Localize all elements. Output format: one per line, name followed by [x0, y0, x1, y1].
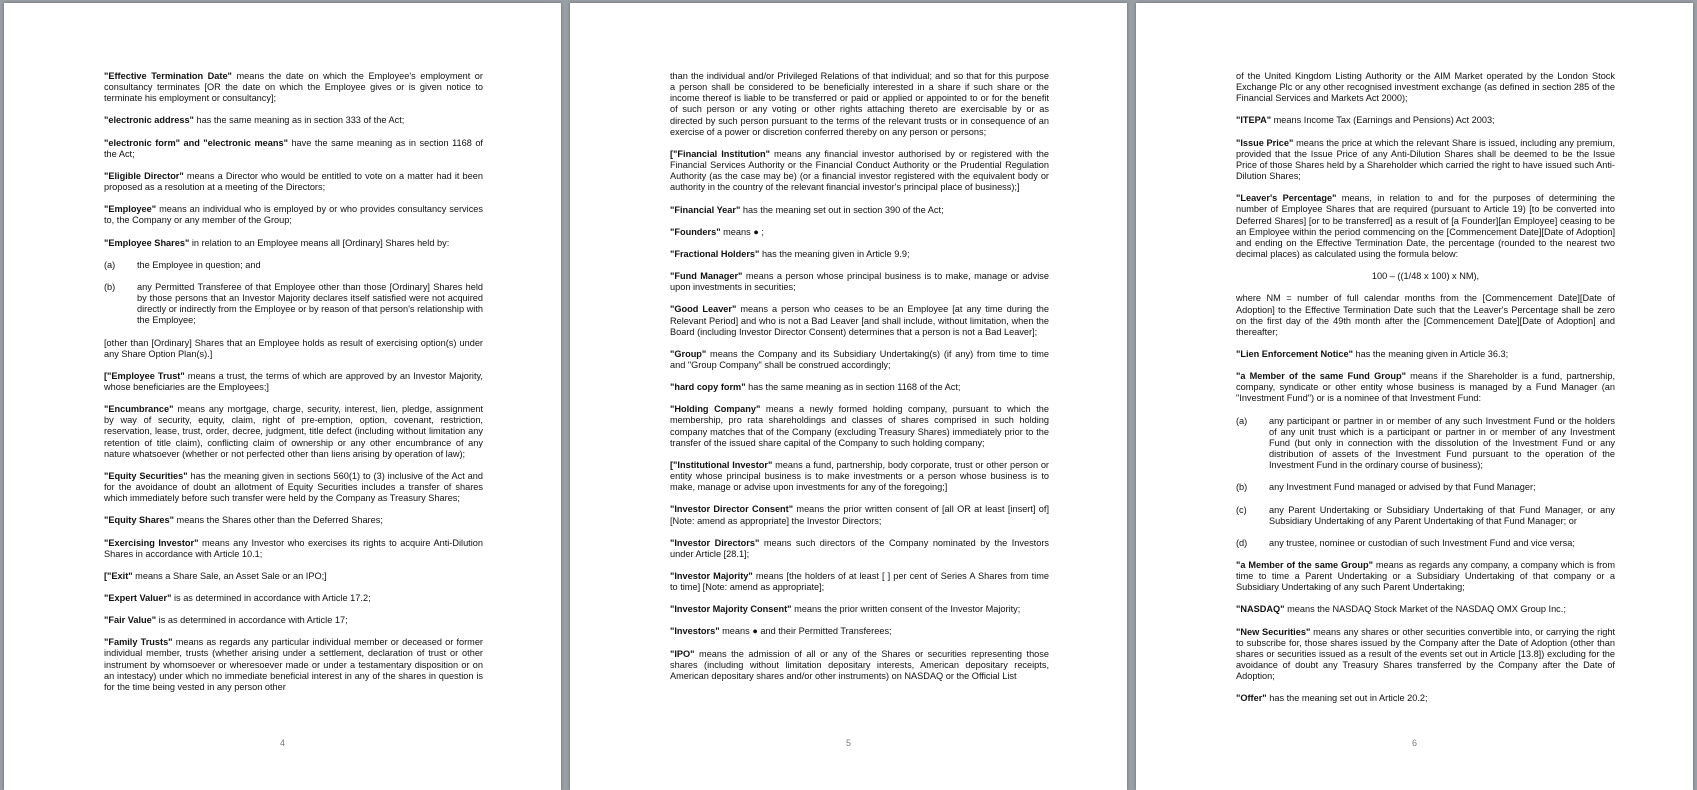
defined-term: "Expert Valuer": [104, 593, 172, 603]
definition-paragraph: [104, 171, 483, 193]
definition-text: means a trust, the terms of which are approved by an Investor Majority, whose beneficiaries are the Employees;]: [104, 370, 483, 392]
defined-term: ["Institutional Investor": [670, 459, 773, 470]
document-page-4: [4, 3, 561, 790]
definition-paragraph: [104, 204, 483, 226]
definition-text: is as determined in accordance with Article 17;: [156, 615, 348, 626]
definition-paragraph: [1236, 627, 1615, 683]
list-item-label: (b): [104, 281, 116, 292]
defined-term: "Investor Majority Consent": [670, 604, 792, 615]
definition-paragraph: [1236, 115, 1615, 126]
defined-term: ["Employee Trust": [104, 370, 185, 381]
defined-term: "Family Trusts": [104, 637, 173, 648]
defined-term: "IPO": [670, 648, 695, 659]
definition-text: means the price at which the relevant Share is issued, including any premium, provided that the Issue Price of any Anti-Dilution Shares shall be deemed to be the Issue Price of those Shares held by a Shareholder which carried the right to have issued such Anti-Dilution Shares;: [1236, 137, 1616, 182]
definition-text: means a Director who would be entitled to vote on a matter had it been proposed as a resolution at a meeting of the Directors;: [104, 170, 483, 193]
definition-text: means the Company and its Subsidiary Undertaking(s) (if any) from time to time and "Group Company" shall be construed accordingly;: [670, 348, 1049, 370]
definition-paragraph: [104, 115, 483, 126]
definition-text: means [the holders of at least [ ] per cent of Series A Shares from time to time] [Note: amend as appropriate];: [670, 571, 1049, 593]
definition-paragraph: [1236, 349, 1615, 360]
definition-text: means the date on which the Employee's employment or consultancy terminates [OR the date on which the Employee gives or is given notice to terminate his employment or consultancy];: [104, 71, 483, 104]
list-item-label: (c): [1236, 504, 1247, 515]
defined-term: "Investor Majority": [670, 571, 753, 581]
definition-text: means as regards any particular individual member or deceased or former individual member, trusts (whether arising under a settlement, declaration of trust or other instrument by whomsoever or wheresoever made or under a testamentary disposition or on an intestacy) under which no immediate beneficial interest in any of the shares in question is for the time being vested in any person other: [104, 637, 483, 692]
definition-text: is as determined in accordance with Article 17.2;: [171, 593, 371, 603]
defined-term: "Fractional Holders": [670, 248, 760, 259]
definition-text: means the NASDAQ Stock Market of the NASDAQ OMX Group Inc.;: [1284, 604, 1566, 615]
defined-term: "a Member of the same Group": [1236, 560, 1373, 570]
defined-term: "Fair Value": [104, 615, 157, 626]
definition-text: means any financial investor authorised by or registered with the Financial Services Authority or the Financial Conduct Authority or the Prudential Regulation Authority (as the case may be) (or a financial investor registered with the equivalent body or authority in the country of the relevant financial investor's principal place of business);]: [670, 148, 1049, 193]
definition-paragraph: [670, 571, 1049, 593]
list-item: [1236, 538, 1615, 549]
definition-text: have the same meaning as in section 1168 of the Act;: [104, 137, 483, 159]
defined-term: "electronic address": [104, 115, 194, 126]
defined-term: "electronic form" and "electronic means": [104, 137, 288, 148]
defined-term: "Founders": [670, 226, 721, 237]
definition-paragraph: [670, 382, 1049, 393]
defined-term: "Equity Shares": [104, 515, 174, 526]
list-item-text: the Employee in question; and: [137, 259, 261, 270]
definition-paragraph: [104, 471, 483, 504]
defined-term: ["Exit": [104, 570, 133, 581]
list-item: [104, 282, 483, 327]
definition-text: means any shares or other securities convertible into, or carrying the right to subscribe for, those shares issued by the Company after the Date of Adoption (other than shares or securities issued as a result of the events set out in Article [13.8]) excluding for the avoidance of doubt any Treasury Shares transferred by the Company after the Date of Adoption;: [1236, 626, 1616, 682]
defined-term: "Investors": [670, 626, 720, 637]
page-number: 5: [845, 738, 851, 748]
defined-term: "a Member of the same Fund Group": [1236, 371, 1406, 382]
defined-term: "Encumbrance": [104, 404, 174, 415]
definition-paragraph: [104, 538, 483, 560]
page-number: 4: [279, 738, 285, 748]
list-item: [1236, 482, 1615, 493]
defined-term: "Fund Manager": [670, 271, 743, 282]
definition-text: means as regards any company, a company which is from time to time a Parent Undertaking or a Subsidiary Undertaking of that company or a Subsidiary Undertaking of any such Parent Undertaking;: [1236, 560, 1615, 593]
definition-paragraph: [104, 138, 483, 160]
definition-text: means the Shares other than the Deferred Shares;: [173, 515, 383, 526]
definition-paragraph: [670, 304, 1049, 337]
text-paragraph: where NM = number of full calendar months from the [Commencement Date][Date of Adoption] to the Effective Termination Date such that the Leaver's Percentage shall be zero on the first day of the 49th month after the [Commencement Date][Date of Adoption] and thereafter;: [1236, 293, 1615, 337]
definition-paragraph: [670, 626, 1049, 637]
definition-text: means a fund, partnership, body corporate, trust or other person or entity whose principal business is to make investments or a person whose business is to make, manage or advise upon investments for any of the foregoing;]: [670, 459, 1049, 493]
definition-text: means Income Tax (Earnings and Pensions) Act 2003;: [1271, 115, 1495, 126]
definition-text: has the same meaning as in section 333 of the Act;: [193, 115, 405, 126]
definition-paragraph: [670, 227, 1049, 238]
definition-text: has the meaning given in Article 36.3;: [1352, 348, 1509, 359]
list-item-text: any trustee, nominee or custodian of such Investment Fund and vice versa;: [1269, 537, 1575, 548]
definition-paragraph: [104, 71, 483, 104]
definition-text: means a person whose principal business is to make, manage or advise upon investments in securities;: [670, 271, 1049, 293]
defined-term: "Employee Shares": [104, 237, 190, 248]
page-number: 6: [1411, 738, 1417, 748]
definition-text: means a person who ceases to be an Employee [at any time during the Relevant Period] and who is not a Bad Leaver [and shall include, without limitation, when the Board (including Investor Director Consent) determines that a person is not a Bad Leaver];: [670, 304, 1049, 337]
list-item-text: any Investment Fund managed or advised by that Fund Manager;: [1269, 482, 1536, 493]
list-item-text: any participant or partner in or member of any such Investment Fund or the holders of any unit trust which is a participant or partner in or member of any Investment Fund (but only in connection with the dissolution of the Investment Fund or any distribution of assets of the Investment Fund pursuant to the operation of the Investment Fund in the ordinary course of business);: [1269, 415, 1615, 471]
defined-term: "hard copy form": [670, 382, 746, 393]
text-paragraph: than the individual and/or Privileged Relations of that individual; and so that for this purpose a person shall be considered to be beneficially interested in a share if such share or the income thereof is liable to be transferred or paid or applied or appointed to or for the benefit of such person or any voting or other rights attaching thereto are exercisable by or as directed by such person pursuant to the terms of the relevant trusts or in consequence of an exercise of a power or discretion conferred thereby on any person or persons;: [670, 71, 1049, 137]
page-body: [1236, 71, 1615, 716]
defined-term: "NASDAQ": [1236, 604, 1285, 615]
defined-term: "Investor Directors": [670, 537, 760, 548]
defined-term: "Holding Company": [670, 404, 761, 415]
text-paragraph: of the United Kingdom Listing Authority or the AIM Market operated by the London Stock Exchange Plc or any other recognised investment exchange (as defined in section 285 of the Financial Services and Markets Act 2000);: [1236, 71, 1615, 104]
definition-paragraph: [104, 593, 483, 604]
definition-paragraph: [670, 249, 1049, 260]
list-item-label: (b): [1236, 482, 1248, 493]
definition-paragraph: [1236, 371, 1615, 404]
document-page-6: [1136, 3, 1693, 790]
definition-text: means the prior written consent of [all OR at least [insert] of] [Note: amend as appropriate] the Investor Directors;: [670, 504, 1050, 526]
defined-term: "Good Leaver": [670, 304, 737, 315]
list-item-text: any Parent Undertaking or Subsidiary Undertaking of that Fund Manager, or any Subsidiary Undertaking of any Parent Undertaking of that Fund Manager; or: [1269, 504, 1615, 526]
defined-term: "Group": [670, 348, 707, 359]
page-body: [104, 71, 483, 704]
definition-text: means an individual who is employed by or who provides consultancy services to, the Company or any member of the Group;: [104, 204, 483, 226]
defined-term: "Employee": [104, 204, 157, 215]
defined-term: ["Financial Institution": [670, 148, 770, 159]
defined-term: "Offer": [1236, 693, 1267, 704]
definition-text: has the meaning given in Article 9.9;: [759, 248, 910, 259]
definition-paragraph: [670, 604, 1049, 615]
definition-paragraph: [670, 271, 1049, 293]
text-paragraph: [other than [Ordinary] Shares that an Employee holds as result of exercising option(s) under any Share Option Plan(s).]: [104, 337, 483, 359]
definition-paragraph: [1236, 138, 1615, 183]
definition-text: means the prior written consent of the Investor Majority;: [791, 604, 1021, 615]
definition-text: has the meaning given in sections 560(1) to (3) inclusive of the Act and for the avoidance of doubt an allotment of Equity Securities includes a transfer of shares which immediately before such transfer were held by the Company as Treasury Shares;: [104, 470, 483, 504]
defined-term: "Effective Termination Date": [104, 71, 232, 81]
list-item: [104, 260, 483, 271]
defined-term: "Equity Securities": [104, 470, 188, 481]
definition-paragraph: [670, 460, 1049, 493]
list-item: [1236, 505, 1615, 527]
list-item-label: (a): [1236, 415, 1248, 426]
definition-text: means any mortgage, charge, security, interest, lien, pledge, assignment by way of security, equity, claim, right of pre-emption, option, covenant, restriction, reservation, lease, trust, order, decree, judgment, title defect (including without limitation any retention of title claim), conflicting claim of ownership or any other encumbrance of any nature whatsoever (whether or not perfected other than liens arising by operation of law);: [104, 404, 483, 459]
defined-term: "Lien Enforcement Notice": [1236, 348, 1353, 359]
definition-paragraph: [670, 504, 1049, 526]
definition-text: has the meaning set out in section 390 of the Act;: [740, 204, 944, 215]
defined-term: "Investor Director Consent": [670, 504, 794, 515]
definition-paragraph: [104, 404, 483, 460]
definition-text: in relation to an Employee means all [Ordinary] Shares held by:: [189, 237, 450, 248]
definition-text: means the admission of all or any of the Shares or securities representing those shares (including without limitation depositary interests, American depositary receipts, American depositary shares and/or other instruments) on NASDAQ or the Official List: [670, 648, 1049, 681]
definition-paragraph: [104, 637, 483, 693]
definition-paragraph: [670, 149, 1049, 194]
defined-term: "Leaver's Percentage": [1236, 193, 1337, 204]
definition-paragraph: [104, 238, 483, 249]
definition-paragraph: [1236, 560, 1615, 593]
definition-paragraph: [104, 371, 483, 393]
definition-paragraph: [670, 649, 1049, 682]
definition-paragraph: [104, 515, 483, 526]
definition-paragraph: [670, 205, 1049, 216]
defined-term: "Exercising Investor": [104, 537, 199, 548]
page-body: [670, 71, 1049, 693]
definition-text: means a newly formed holding company, pursuant to which the membership, pro rata shareholdings and classes of shares comprised in such holding company matches that of the Company (excluding Treasury Shares) immediately prior to the transfer of the issued share capital of the Company to such holding company;: [670, 404, 1049, 448]
defined-term: "Issue Price": [1236, 137, 1294, 148]
definition-text: means, in relation to and for the purposes of determining the number of Employee Shares that are required (pursuant to Article 19) [to be converted into Deferred Shares] [or to be transferred] as a result of [a Founder][an Employee] ceasing to be an Employee within the period commencing on the [Commencement Date][Date of Adoption] and ending on the Effective Termination Date, the percentage (rounded to the nearest two decimal places) as calculated using the formula below:: [1236, 193, 1615, 260]
definition-text: means a Share Sale, an Asset Sale or an IPO;]: [132, 570, 327, 581]
definition-paragraph: [670, 349, 1049, 371]
definition-text: has the meaning set out in Article 20.2;: [1266, 693, 1428, 704]
definition-text: means if the Shareholder is a fund, partnership, company, syndicate or other entity whose business is managed by a Fund Manager (an "Investment Fund") or is a nominee of that Investment Fund:: [1236, 371, 1615, 404]
defined-term: "New Securities": [1236, 626, 1311, 637]
list-item-label: (a): [104, 259, 116, 270]
definition-paragraph: [1236, 604, 1615, 615]
defined-term: "Eligible Director": [104, 170, 184, 181]
definition-paragraph: [670, 404, 1049, 449]
definition-paragraph: [1236, 193, 1615, 260]
list-item-label: (d): [1236, 537, 1248, 548]
definition-paragraph: [104, 571, 483, 582]
document-page-5: [570, 3, 1127, 790]
list-item: [1236, 416, 1615, 472]
definition-text: means ● and their Permitted Transferees;: [719, 626, 892, 637]
list-item-text: any Permitted Transferee of that Employee other than those [Ordinary] Shares held by those persons that an Investor Majority declares itself satisfied were not acquired directly or indirectly from the Employee or by reason of that person's relationship with the Employee;: [137, 281, 483, 326]
definition-text: means any Investor who exercises its rights to acquire Anti-Dilution Shares in accordance with Article 10.1;: [104, 537, 483, 559]
defined-term: "ITEPA": [1236, 115, 1272, 126]
definition-paragraph: [670, 538, 1049, 560]
defined-term: "Financial Year": [670, 204, 741, 215]
definition-paragraph: [104, 615, 483, 626]
definition-text: means such directors of the Company nominated by the Investors under Article [28.1];: [670, 537, 1049, 559]
definition-text: means ● ;: [720, 226, 764, 237]
definition-text: has the same meaning as in section 1168 of the Act;: [745, 382, 961, 393]
formula: 100 – ((1/48 x 100) x NM),: [1371, 271, 1480, 282]
definition-paragraph: [1236, 693, 1615, 704]
